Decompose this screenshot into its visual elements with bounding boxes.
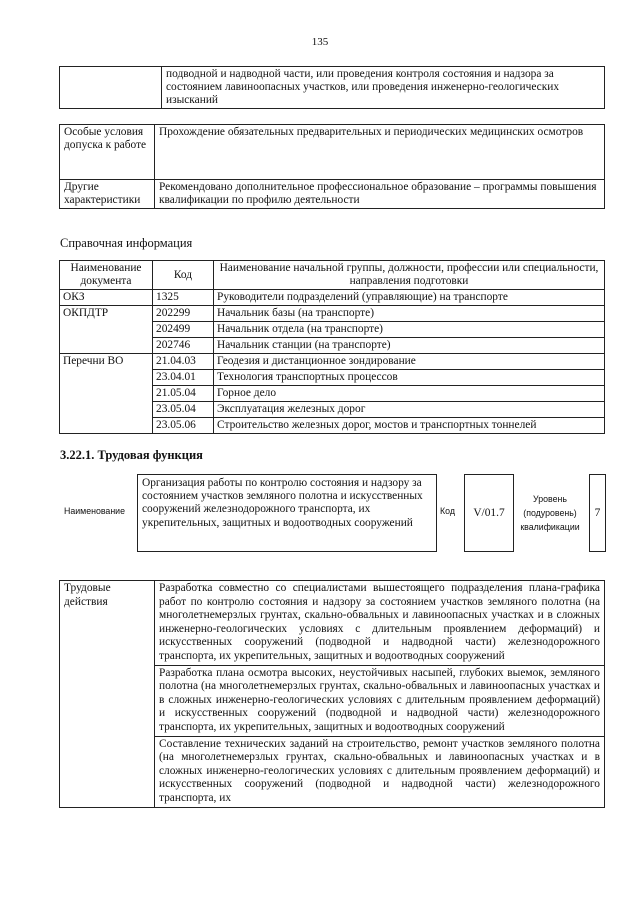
code-cell: 202299	[153, 306, 214, 322]
reference-table	[59, 260, 605, 434]
action-item: Составление технических заданий на строительство, ремонт участков земляного полотна (на многолетнемерзлых грунтах, скально-обвальных и лавиноопасных участках и в сложных инженерно-геологических условиях с длительным проявлением деформаций) и искусственных сооружений (подводной и надводной части) железнодорожного транспорта, их	[155, 736, 605, 807]
code-cell: 1325	[153, 290, 214, 306]
doc-cell: ОКЗ	[60, 290, 153, 306]
header-code: Код	[153, 261, 214, 290]
other-value: Рекомендовано дополнительное профессиональное образование – программы повышения квалификации по профилю деятельности	[155, 180, 605, 209]
conditions-table	[59, 124, 605, 209]
conditions-label: Особые условия допуска к работе	[60, 125, 155, 180]
function-code-value: V/01.7	[464, 474, 514, 552]
page-number: 135	[311, 36, 329, 48]
doc-cell: ОКПДТР	[60, 306, 153, 354]
continuation-text: подводной и надводной части, или проведения контроля состояния и надзора за состоянием лавиноопасных участков, или проведения инженерно-геологических изысканий	[162, 67, 605, 109]
action-item: Разработка совместно со специалистами вышестоящего подразделения плана-графика работ по контролю состояния и надзору за состоянием участков земляного полотна (на многолетнемерзлых грунтах, скально-обвальных и лавиноопасных участках и в сложных инженерно-геологических условиях с длительным проявлением деформаций) и искусственных сооружений (подводной и надводной части) железнодорожного транспорта, их укрепительных, защитных и водоотводных сооружений	[155, 581, 605, 666]
name-cell: Геодезия и дистанционное зондирование	[214, 354, 605, 370]
name-cell: Руководители подразделений (управляющие) на транспорте	[214, 290, 605, 306]
name-cell: Горное дело	[214, 386, 605, 402]
code-cell: 21.05.04	[153, 386, 214, 402]
actions-table	[59, 580, 605, 808]
table-row	[60, 290, 605, 306]
code-cell: 202746	[153, 338, 214, 354]
doc-cell: Перечни ВО	[60, 354, 153, 434]
table-row	[60, 354, 605, 370]
table-row	[60, 306, 605, 322]
function-block	[59, 474, 607, 554]
function-heading: 3.22.1. Трудовая функция	[60, 448, 203, 462]
function-level-label: Уровень (подуровень) квалификации	[520, 494, 580, 532]
code-cell: 202499	[153, 322, 214, 338]
continuation-table	[59, 66, 605, 109]
conditions-value: Прохождение обязательных предварительных и периодических медицинских осмотров	[155, 125, 605, 180]
other-label: Другие характеристики	[60, 180, 155, 209]
name-cell: Строительство железных дорог, мостов и транспортных тоннелей	[214, 418, 605, 434]
name-cell: Начальник отдела (на транспорте)	[214, 322, 605, 338]
header-doc: Наименование документа	[60, 261, 153, 290]
function-name-value: Организация работы по контролю состояния и надзору за состоянием участков земляного полотна и искусственных сооружений железнодорожного транспорта, их укрепительных, защитных и водоотводных сооружений	[137, 474, 437, 552]
empty-cell	[60, 67, 162, 109]
name-cell: Начальник базы (на транспорте)	[214, 306, 605, 322]
code-cell: 23.05.06	[153, 418, 214, 434]
function-level-value: 7	[589, 474, 606, 552]
code-cell: 21.04.03	[153, 354, 214, 370]
reference-heading: Справочная информация	[60, 236, 193, 250]
header-name: Наименование начальной группы, должности, профессии или специальности, направления подготовки	[214, 261, 605, 290]
function-name-label: Наименование	[64, 506, 125, 516]
action-item: Разработка плана осмотра высоких, неустойчивых насыпей, глубоких выемок, земляного полотна (на многолетнемерзлых грунтах, скально-обвальных и лавиноопасных участках и в сложных инженерно-геологических условиях с длительным проявлением деформаций) и искусственных сооружений (подводной и надводной части) железнодорожного транспорта, их укрепительных, защитных и водоотводных сооружений	[155, 665, 605, 736]
name-cell: Начальник станции (на транспорте)	[214, 338, 605, 354]
code-cell: 23.05.04	[153, 402, 214, 418]
name-cell: Эксплуатация железных дорог	[214, 402, 605, 418]
code-cell: 23.04.01	[153, 370, 214, 386]
actions-label: Трудовые действия	[60, 581, 155, 808]
name-cell: Технология транспортных процессов	[214, 370, 605, 386]
function-code-label: Код	[440, 506, 455, 516]
